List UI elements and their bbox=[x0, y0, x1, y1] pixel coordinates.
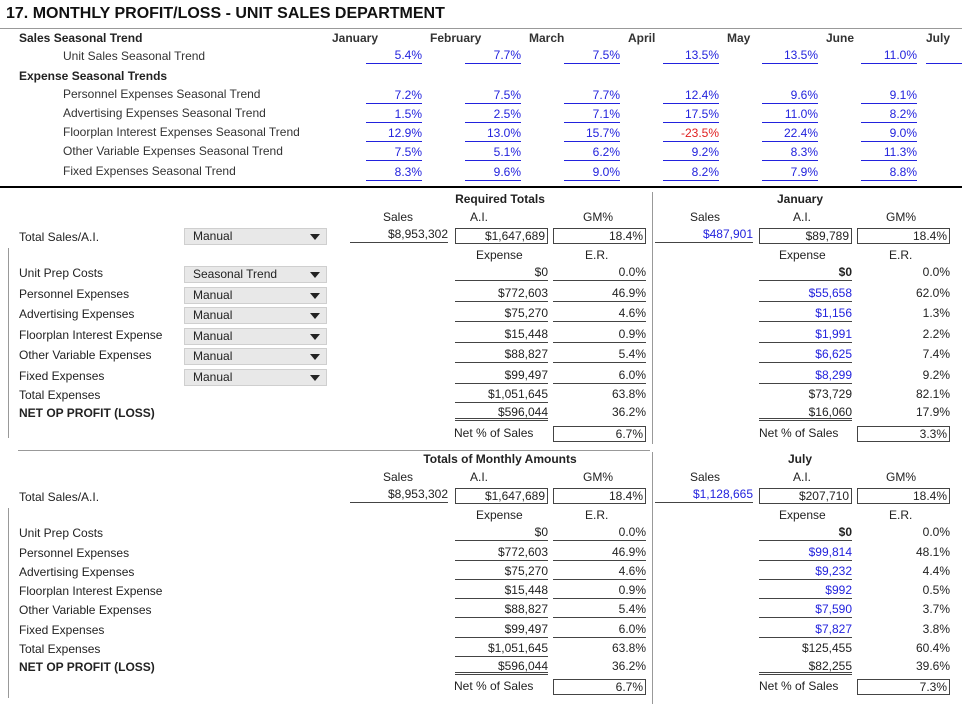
net-op-profit-label: NET OP PROFIT (LOSS) bbox=[19, 660, 155, 674]
expense-method-dropdown-unit_prep[interactable] bbox=[184, 266, 327, 283]
expense-row-label-advertising: Advertising Expenses bbox=[19, 565, 135, 579]
expense-trend-value[interactable]: 8.3% bbox=[762, 145, 818, 161]
right-expense-value[interactable]: $7,827 bbox=[759, 621, 852, 638]
left-expense-value: $15,448 bbox=[455, 582, 548, 599]
left-expense-value: $99,497 bbox=[455, 367, 548, 384]
right-expense-value[interactable]: $1,991 bbox=[759, 326, 852, 343]
section-left-border bbox=[8, 248, 9, 438]
left-expense-value: $75,270 bbox=[455, 305, 548, 322]
right-expense-value[interactable]: $55,658 bbox=[759, 285, 852, 302]
expense-trend-label: Advertising Expenses Seasonal Trend bbox=[63, 106, 266, 120]
right-expense-value: $0 bbox=[759, 524, 852, 541]
expense-trend-value[interactable]: 5.1% bbox=[465, 145, 521, 161]
right-ai-value: $207,710 bbox=[759, 488, 852, 504]
left-expense-value: $15,448 bbox=[455, 326, 548, 343]
column-header-ai: A.I. bbox=[470, 470, 489, 484]
column-header-sales: Sales bbox=[383, 470, 414, 484]
right-sales-value[interactable]: $487,901 bbox=[655, 226, 753, 243]
title-divider bbox=[0, 28, 962, 29]
total-expenses-label: Total Expenses bbox=[19, 388, 101, 402]
right-er-value: 0.5% bbox=[922, 583, 950, 597]
expense-trend-value[interactable]: 8.8% bbox=[861, 165, 917, 181]
expense-method-dropdown-other_var[interactable] bbox=[184, 348, 327, 365]
right-net-er: 39.6% bbox=[915, 659, 950, 673]
column-header-ai: A.I. bbox=[793, 470, 812, 484]
left-total-expenses: $1,051,645 bbox=[455, 640, 548, 657]
right-total-expenses: $73,729 bbox=[808, 387, 852, 401]
dropdown-value: Manual bbox=[193, 308, 233, 322]
left-expense-value: $99,497 bbox=[455, 621, 548, 638]
right-net-pct: 7.3% bbox=[857, 679, 950, 695]
left-expense-value: $88,827 bbox=[455, 346, 548, 363]
left-total-er: 63.8% bbox=[611, 641, 646, 655]
expense-trend-value[interactable]: 8.2% bbox=[663, 165, 719, 181]
expense-trend-value[interactable]: 15.7% bbox=[564, 126, 620, 142]
month-header-april: April bbox=[628, 31, 656, 45]
expense-trend-value[interactable]: 9.0% bbox=[564, 165, 620, 181]
expense-row-label-unit_prep: Unit Prep Costs bbox=[19, 266, 104, 280]
expense-trend-value[interactable]: 9.6% bbox=[465, 165, 521, 181]
left-er-value: 46.9% bbox=[553, 285, 646, 302]
right-total-expenses: $125,455 bbox=[801, 641, 852, 655]
chevron-down-icon bbox=[310, 375, 320, 381]
section-heading-right: July bbox=[787, 452, 812, 466]
chevron-down-icon bbox=[310, 354, 320, 360]
right-expense-value[interactable]: $8,299 bbox=[759, 367, 852, 384]
unit-sales-trend-value[interactable]: 13.5% bbox=[663, 48, 719, 64]
expense-trend-value[interactable]: 11.0% bbox=[762, 107, 818, 123]
right-net-profit: $16,060 bbox=[759, 404, 852, 421]
expense-trend-value[interactable]: 8.2% bbox=[861, 107, 917, 123]
left-net-pct: 6.7% bbox=[553, 679, 646, 695]
column-header-er: E.R. bbox=[585, 508, 609, 522]
chevron-down-icon bbox=[310, 313, 320, 319]
chevron-down-icon bbox=[310, 293, 320, 299]
left-net-pct: 6.7% bbox=[553, 426, 646, 442]
dropdown-value: Manual bbox=[193, 329, 233, 343]
column-header-expense: Expense bbox=[476, 248, 523, 262]
right-expense-value[interactable]: $9,232 bbox=[759, 563, 852, 580]
left-er-value: 0.9% bbox=[553, 326, 646, 343]
section-heading-right: January bbox=[776, 192, 824, 206]
left-expense-value: $772,603 bbox=[455, 544, 548, 561]
column-divider bbox=[652, 452, 653, 704]
right-expense-value[interactable]: $99,814 bbox=[759, 544, 852, 561]
left-ai-value[interactable]: $1,647,689 bbox=[455, 488, 548, 504]
month-header-january: January bbox=[332, 31, 379, 45]
expense-trend-value[interactable]: 7.9% bbox=[762, 165, 818, 181]
expense-trend-label: Fixed Expenses Seasonal Trend bbox=[63, 164, 236, 178]
right-er-value: 3.7% bbox=[922, 602, 950, 616]
expense-method-dropdown-floorplan[interactable] bbox=[184, 328, 327, 345]
expense-trend-value[interactable]: 7.5% bbox=[366, 145, 422, 161]
section-heading-left: Required Totals bbox=[455, 192, 545, 206]
right-sales-value[interactable]: $1,128,665 bbox=[655, 486, 753, 503]
column-header-ai: A.I. bbox=[793, 210, 812, 224]
column-header-sales: Sales bbox=[690, 470, 721, 484]
right-total-er: 60.4% bbox=[915, 641, 950, 655]
expense-trend-value[interactable]: 9.1% bbox=[861, 88, 917, 104]
unit-sales-trend-value[interactable]: 7.5% bbox=[564, 48, 620, 64]
net-pct-label: Net % of Sales bbox=[759, 679, 839, 693]
chevron-down-icon bbox=[310, 234, 320, 240]
sales-seasonal-heading: Sales Seasonal Trend bbox=[19, 31, 143, 45]
expense-trend-value[interactable]: 2.5% bbox=[465, 107, 521, 123]
total-sales-label: Total Sales/A.I. bbox=[19, 490, 100, 504]
unit-sales-trend-value[interactable]: 7.7% bbox=[465, 48, 521, 64]
month-header-july: July bbox=[926, 31, 951, 45]
july-trend-cell[interactable] bbox=[926, 63, 962, 64]
column-header-gm: GM% bbox=[886, 470, 916, 484]
right-er-value: 62.0% bbox=[915, 286, 950, 300]
expense-method-dropdown-fixed[interactable] bbox=[184, 369, 327, 386]
left-expense-value: $772,603 bbox=[455, 285, 548, 302]
left-gm-value: 18.4% bbox=[553, 488, 646, 504]
right-gm-value: 18.4% bbox=[857, 488, 950, 504]
right-expense-value[interactable]: $1,156 bbox=[759, 305, 852, 322]
expense-method-dropdown-personnel[interactable] bbox=[184, 287, 327, 304]
month-header-march: March bbox=[529, 31, 565, 45]
left-ai-value[interactable]: $1,647,689 bbox=[455, 228, 548, 244]
right-er-value: 0.0% bbox=[922, 525, 950, 539]
expense-trend-value[interactable]: 12.9% bbox=[366, 126, 422, 142]
expense-row-label-other_var: Other Variable Expenses bbox=[19, 348, 152, 362]
expense-trend-value[interactable]: 7.2% bbox=[366, 88, 422, 104]
left-total-expenses: $1,051,645 bbox=[455, 386, 548, 403]
expense-trend-value[interactable]: -23.5% bbox=[663, 126, 719, 142]
expense-row-label-floorplan: Floorplan Interest Expense bbox=[19, 328, 163, 342]
column-header-expense: Expense bbox=[476, 508, 523, 522]
right-er-value: 4.4% bbox=[922, 564, 950, 578]
right-er-value: 0.0% bbox=[922, 265, 950, 279]
dropdown-value: Manual bbox=[193, 229, 233, 243]
column-header-er: E.R. bbox=[585, 248, 609, 262]
left-expense-value: $75,270 bbox=[455, 563, 548, 580]
left-net-er: 36.2% bbox=[611, 405, 646, 419]
column-header-er: E.R. bbox=[889, 248, 913, 262]
expense-seasonal-heading: Expense Seasonal Trends bbox=[19, 69, 168, 83]
right-gm-value: 18.4% bbox=[857, 228, 950, 244]
left-er-value: 5.4% bbox=[553, 601, 646, 618]
right-net-profit: $82,255 bbox=[759, 658, 852, 675]
right-er-value: 3.8% bbox=[922, 622, 950, 636]
expense-trend-value[interactable]: 8.3% bbox=[366, 165, 422, 181]
left-expense-value: $0 bbox=[455, 524, 548, 541]
chevron-down-icon bbox=[310, 272, 320, 278]
expense-trend-value[interactable]: 9.6% bbox=[762, 88, 818, 104]
section-divider bbox=[0, 186, 962, 188]
left-net-er: 36.2% bbox=[611, 659, 646, 673]
expense-trend-value[interactable]: 7.5% bbox=[465, 88, 521, 104]
right-expense-value: $0 bbox=[759, 264, 852, 281]
left-expense-value: $0 bbox=[455, 264, 548, 281]
right-er-value: 2.2% bbox=[922, 327, 950, 341]
net-op-profit-label: NET OP PROFIT (LOSS) bbox=[19, 406, 155, 420]
total-expenses-label: Total Expenses bbox=[19, 642, 101, 656]
expense-row-label-advertising: Advertising Expenses bbox=[19, 307, 135, 321]
column-header-sales: Sales bbox=[383, 210, 414, 224]
month-header-may: May bbox=[727, 31, 751, 45]
expense-trend-value[interactable]: 9.0% bbox=[861, 126, 917, 142]
left-er-value: 4.6% bbox=[553, 305, 646, 322]
column-header-ai: A.I. bbox=[470, 210, 489, 224]
expense-row-label-fixed: Fixed Expenses bbox=[19, 369, 105, 383]
dropdown-value: Manual bbox=[193, 370, 233, 384]
right-er-value: 9.2% bbox=[922, 368, 950, 382]
expense-trend-value[interactable]: 11.3% bbox=[861, 145, 917, 161]
expense-row-label-personnel: Personnel Expenses bbox=[19, 546, 130, 560]
expense-trend-value[interactable]: 6.2% bbox=[564, 145, 620, 161]
right-net-er: 17.9% bbox=[915, 405, 950, 419]
column-divider bbox=[652, 192, 653, 444]
left-sales-value: $8,953,302 bbox=[350, 226, 448, 243]
left-gm-value: 18.4% bbox=[553, 228, 646, 244]
unit-sales-label: Unit Sales Seasonal Trend bbox=[63, 49, 206, 63]
column-header-gm: GM% bbox=[886, 210, 916, 224]
unit-sales-trend-value[interactable]: 13.5% bbox=[762, 48, 818, 64]
section-top-line bbox=[18, 450, 650, 451]
left-expense-value: $88,827 bbox=[455, 601, 548, 618]
unit-sales-trend-value[interactable]: 11.0% bbox=[861, 48, 917, 64]
expense-trend-value[interactable]: 22.4% bbox=[762, 126, 818, 142]
expense-trend-label: Personnel Expenses Seasonal Trend bbox=[63, 87, 261, 101]
month-header-june: June bbox=[826, 31, 855, 45]
left-er-value: 46.9% bbox=[553, 544, 646, 561]
column-header-expense: Expense bbox=[779, 248, 826, 262]
expense-row-label-unit_prep: Unit Prep Costs bbox=[19, 526, 104, 540]
left-total-er: 63.8% bbox=[611, 387, 646, 401]
expense-method-dropdown-advertising[interactable] bbox=[184, 307, 327, 324]
column-header-gm: GM% bbox=[583, 210, 613, 224]
column-header-gm: GM% bbox=[583, 470, 613, 484]
left-er-value: 6.0% bbox=[553, 367, 646, 384]
left-er-value: 0.0% bbox=[553, 264, 646, 281]
dropdown-value: Seasonal Trend bbox=[193, 267, 278, 281]
section-left-border bbox=[8, 508, 9, 698]
expense-row-label-floorplan: Floorplan Interest Expense bbox=[19, 584, 163, 598]
expense-trend-value[interactable]: 7.1% bbox=[564, 107, 620, 123]
expense-row-label-other_var: Other Variable Expenses bbox=[19, 603, 152, 617]
net-pct-label: Net % of Sales bbox=[454, 426, 534, 440]
left-sales-value: $8,953,302 bbox=[350, 486, 448, 503]
expense-trend-value[interactable]: 13.0% bbox=[465, 126, 521, 142]
total-sales-method-dropdown[interactable] bbox=[184, 228, 327, 245]
left-net-profit: $596,044 bbox=[455, 658, 548, 675]
expense-trend-value[interactable]: 9.2% bbox=[663, 145, 719, 161]
column-header-sales: Sales bbox=[690, 210, 721, 224]
section-heading-left: Totals of Monthly Amounts bbox=[423, 452, 577, 466]
net-pct-label: Net % of Sales bbox=[454, 679, 534, 693]
right-er-value: 48.1% bbox=[915, 545, 950, 559]
left-er-value: 0.0% bbox=[553, 524, 646, 541]
dropdown-value: Manual bbox=[193, 288, 233, 302]
dropdown-value: Manual bbox=[193, 349, 233, 363]
right-er-value: 1.3% bbox=[922, 306, 950, 320]
left-er-value: 6.0% bbox=[553, 621, 646, 638]
expense-trend-label: Other Variable Expenses Seasonal Trend bbox=[63, 144, 283, 158]
left-er-value: 4.6% bbox=[553, 563, 646, 580]
right-total-er: 82.1% bbox=[915, 387, 950, 401]
left-er-value: 5.4% bbox=[553, 346, 646, 363]
left-er-value: 0.9% bbox=[553, 582, 646, 599]
right-expense-value[interactable]: $7,590 bbox=[759, 601, 852, 618]
right-expense-value[interactable]: $992 bbox=[759, 582, 852, 599]
expense-trend-value[interactable]: 1.5% bbox=[366, 107, 422, 123]
expense-row-label-personnel: Personnel Expenses bbox=[19, 287, 130, 301]
right-expense-value[interactable]: $6,625 bbox=[759, 346, 852, 363]
expense-row-label-fixed: Fixed Expenses bbox=[19, 623, 105, 637]
left-net-profit: $596,044 bbox=[455, 404, 548, 421]
right-er-value: 7.4% bbox=[922, 347, 950, 361]
right-net-pct: 3.3% bbox=[857, 426, 950, 442]
page-title: 17. MONTHLY PROFIT/LOSS - UNIT SALES DEPARTMENT bbox=[6, 5, 445, 22]
expense-trend-value[interactable]: 12.4% bbox=[663, 88, 719, 104]
expense-trend-value[interactable]: 17.5% bbox=[663, 107, 719, 123]
unit-sales-trend-value[interactable]: 5.4% bbox=[366, 48, 422, 64]
net-pct-label: Net % of Sales bbox=[759, 426, 839, 440]
column-header-er: E.R. bbox=[889, 508, 913, 522]
total-sales-label: Total Sales/A.I. bbox=[19, 230, 100, 244]
month-header-february: February bbox=[430, 31, 482, 45]
expense-trend-label: Floorplan Interest Expenses Seasonal Trend bbox=[63, 125, 300, 139]
expense-trend-value[interactable]: 7.7% bbox=[564, 88, 620, 104]
chevron-down-icon bbox=[310, 334, 320, 340]
right-ai-value: $89,789 bbox=[759, 228, 852, 244]
column-header-expense: Expense bbox=[779, 508, 826, 522]
